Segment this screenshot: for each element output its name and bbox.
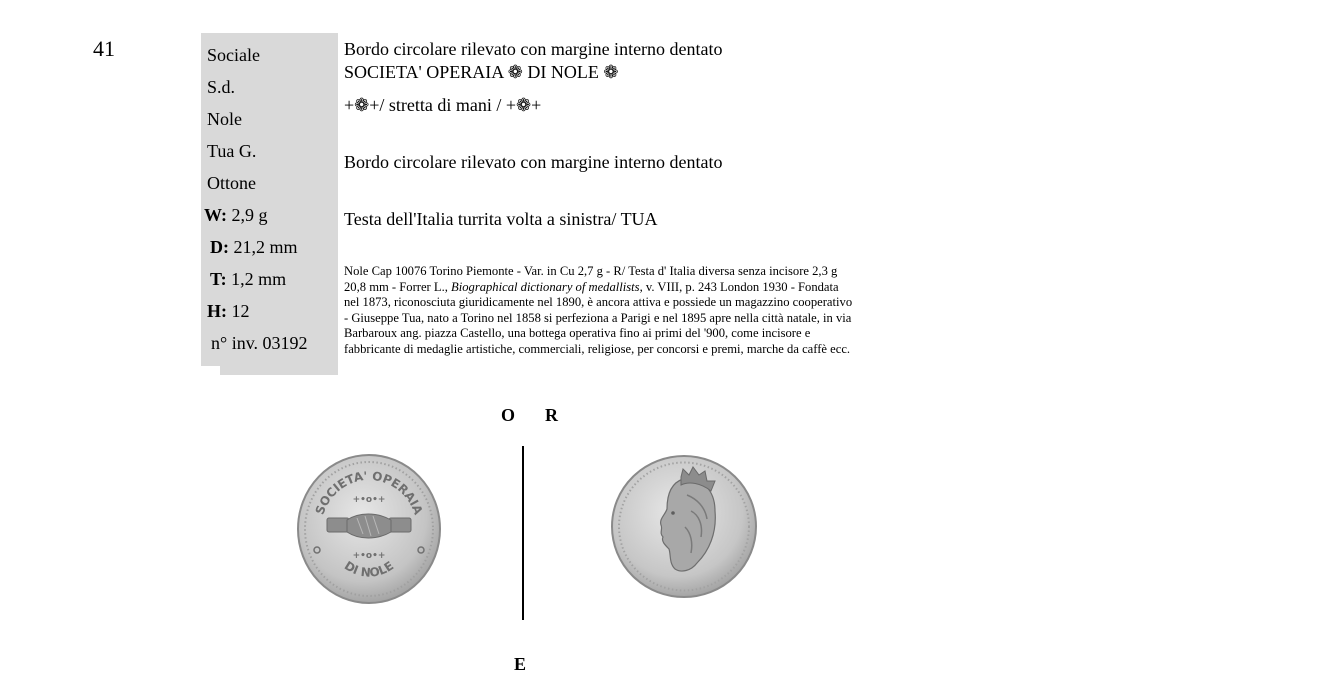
label-obverse: O <box>501 405 516 425</box>
place-value: Nole <box>207 109 242 129</box>
obverse-border: Bordo circolare rilevato con margine interno dentato <box>344 39 723 59</box>
coin-obverse-ornament-bottom: +•o•+ <box>352 551 386 561</box>
book-title: Biographical dictionary of medallists, <box>451 279 643 294</box>
obverse-legend: SOCIETA' OPERAIA ❁ DI NOLE ❁ <box>344 62 619 82</box>
engraver-value: Tua G. <box>207 141 257 161</box>
label-edge: E <box>514 654 527 674</box>
inventory-number: n° inv. 03192 <box>211 333 308 353</box>
notes-part-2: v. VIII, p. 243 London 1930 - Fondata nel 1873, riconosciuta giuridicamente nel 1890, è ancora attiva e possiede un magazzino cooperativo - Giuseppe Tua, nato a Torino nel 1858 si perfeziona a Parigi e nel 1895 apre nella città natale, in via Barbaroux ang. piazza Castello, una bottega operativa fino ai primi del '900, come incisore e fabbricante di medaglie artistiche, commerciali, religiose, per concorsi e premi, marche da caffè ecc. <box>344 279 853 356</box>
thickness-row <box>210 269 286 290</box>
hours-row <box>207 301 250 322</box>
entry-number: 41 <box>93 36 115 61</box>
metal-value: Ottone <box>207 173 256 193</box>
coin-reverse-image <box>611 455 757 598</box>
weight-row <box>204 205 268 226</box>
coin-obverse-image <box>297 454 441 604</box>
date-value: S.d. <box>207 77 236 97</box>
obverse-type: +❁+/ stretta di mani / +❁+ <box>344 95 542 115</box>
reverse-border: Bordo circolare rilevato con margine interno dentato <box>344 152 723 172</box>
notes-part-1: Nole Cap 10076 Torino Piemonte - Var. in Cu 2,7 g - R/ Testa d' Italia diversa senza incisore 2,3 g 20,8 mm - Forrer L., <box>344 264 838 294</box>
diameter-row <box>210 237 298 258</box>
weight-label: W: <box>204 205 228 225</box>
coin-obverse-legend-top: SOCIETA' OPERAIA <box>312 468 426 517</box>
weight-value: 2,9 g <box>231 205 268 225</box>
reverse-type: Testa dell'Italia turrita volta a sinistra/ TUA <box>344 209 658 229</box>
divider-line <box>522 446 524 620</box>
thickness-value: 1,2 mm <box>231 269 287 289</box>
hours-value: 12 <box>231 301 250 321</box>
diameter-label: D: <box>210 237 229 257</box>
thickness-label: T: <box>210 269 227 289</box>
category-value: Sociale <box>207 45 260 65</box>
coin-obverse-legend-bottom: DI NOLE <box>341 558 397 580</box>
diameter-value: 21,2 mm <box>233 237 298 257</box>
metadata-panel-notch <box>201 366 220 375</box>
hours-label: H: <box>207 301 227 321</box>
coin-obverse-ornament-top: +•o•+ <box>352 495 386 505</box>
bibliographic-notes <box>344 264 856 358</box>
label-reverse: R <box>545 405 558 425</box>
